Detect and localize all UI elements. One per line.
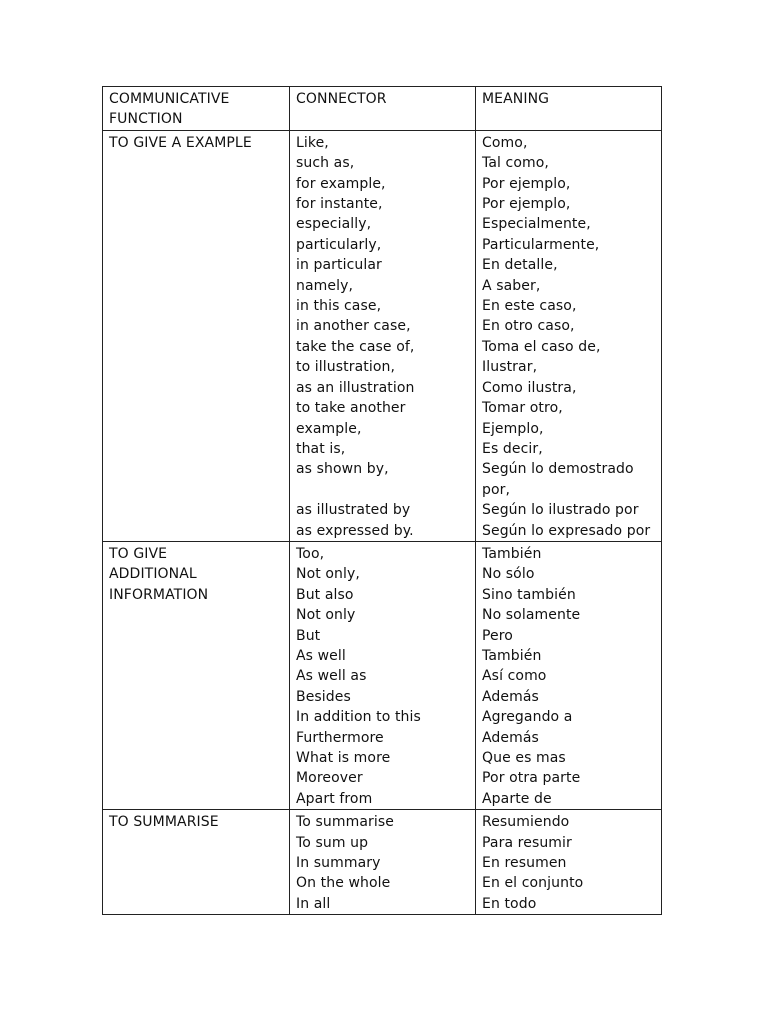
function-label-line: INFORMATION <box>109 586 209 603</box>
meaning-text: Además <box>482 688 539 705</box>
meaning-text: Especialmente, <box>482 216 591 233</box>
connector-text: as shown by, <box>296 461 389 478</box>
header-connector: CONNECTOR <box>290 87 476 131</box>
connector-text: namely, <box>296 277 354 294</box>
meaning-text: En resumen <box>482 855 567 872</box>
meaning-text: Que es mas <box>482 750 566 766</box>
meaning-text: Aparte de <box>482 790 552 807</box>
function-cell <box>103 541 290 809</box>
function-label-line: ADDITIONAL <box>109 566 197 583</box>
meaning-text: En otro caso, <box>482 318 575 335</box>
header-meaning: MEANING <box>476 87 662 131</box>
table-row <box>103 810 662 915</box>
meaning-text: No solamente <box>482 607 581 624</box>
connector-text: as expressed by. <box>296 522 414 539</box>
connector-text: example, <box>296 420 362 437</box>
connector-cell <box>290 810 476 915</box>
connector-text: Not only, <box>296 566 360 583</box>
connector-text: particularly, <box>296 236 382 253</box>
connector-text: Not only <box>296 607 356 624</box>
connector-text: that is, <box>296 440 346 457</box>
connector-text: in this case, <box>296 298 382 315</box>
connector-text: As well as <box>296 668 367 685</box>
meaning-text: Como ilustra, <box>482 379 577 396</box>
meaning-text: Resumiendo <box>482 814 570 831</box>
connector-text: to illustration, <box>296 359 396 376</box>
meaning-text: Según lo ilustrado por <box>482 502 639 519</box>
meaning-text: Por ejemplo, <box>482 175 571 192</box>
connector-text: What is more <box>296 750 391 766</box>
connector-text: to take another <box>296 400 406 417</box>
meaning-text: Ejemplo, <box>482 420 544 437</box>
meaning-text: Tomar otro, <box>482 400 563 417</box>
function-label: TO SUMMARISE <box>109 814 219 831</box>
meaning-text: Así como <box>482 668 547 685</box>
connector-text: But also <box>296 586 354 603</box>
connector-text: as an illustration <box>296 379 415 396</box>
meaning-text: Sino también <box>482 586 576 603</box>
meaning-text: Ilustrar, <box>482 359 538 376</box>
meaning-text: Es decir, <box>482 440 543 457</box>
table-header-row <box>103 87 662 131</box>
meaning-text: En detalle, <box>482 257 558 274</box>
connectors-table <box>102 86 662 915</box>
meaning-text: En todo <box>482 895 537 912</box>
connector-text: such as, <box>296 155 355 172</box>
meaning-text: En el conjunto <box>482 875 584 892</box>
meaning-text: Para resumir <box>482 834 572 851</box>
connector-text: take the case of, <box>296 338 415 355</box>
function-cell <box>103 130 290 541</box>
meaning-text: También <box>482 647 542 664</box>
meaning-text: Como, <box>482 134 528 151</box>
meaning-text: Según lo demostrado <box>482 461 634 478</box>
connector-text: for example, <box>296 175 386 192</box>
connector-text: in particular <box>296 257 382 274</box>
table-row <box>103 130 662 541</box>
connector-text: To summarise <box>296 814 394 831</box>
connector-text: Like, <box>296 134 329 151</box>
connector-text: as illustrated by <box>296 502 411 519</box>
function-label-line: TO GIVE <box>109 545 168 562</box>
meaning-text: Agregando a <box>482 709 573 726</box>
meaning-text: Particularmente, <box>482 236 600 253</box>
function-label: TO GIVE A EXAMPLE <box>109 134 252 151</box>
meaning-text: Según lo expresado por <box>482 522 651 539</box>
meaning-cell <box>476 810 662 915</box>
meaning-text: A saber, <box>482 277 541 294</box>
meaning-text: por, <box>482 481 511 498</box>
connector-text: Moreover <box>296 770 363 787</box>
meaning-text: Por ejemplo, <box>482 196 571 213</box>
meaning-text: También <box>482 545 542 562</box>
connector-text: in another case, <box>296 318 411 335</box>
connector-text: Furthermore <box>296 729 384 746</box>
connector-text: for instante, <box>296 196 383 213</box>
meaning-text: Por otra parte <box>482 770 581 787</box>
meaning-cell <box>476 541 662 809</box>
connector-text: In summary <box>296 855 381 872</box>
connector-text: As well <box>296 647 346 664</box>
header-communicative-function: COMMUNICATIVE FUNCTION <box>103 87 290 131</box>
connector-text: especially, <box>296 216 372 233</box>
connector-text: In all <box>296 895 331 912</box>
connector-text: On the whole <box>296 875 391 892</box>
connector-text: Apart from <box>296 790 373 807</box>
meaning-cell <box>476 130 662 541</box>
connector-text <box>296 480 469 500</box>
connector-text: But <box>296 627 321 644</box>
table-row <box>103 541 662 809</box>
meaning-text: En este caso, <box>482 298 577 315</box>
meaning-text: Pero <box>482 627 513 644</box>
connector-text: Besides <box>296 688 351 705</box>
connector-cell <box>290 130 476 541</box>
connector-text: To sum up <box>296 834 369 851</box>
meaning-text: Toma el caso de, <box>482 338 601 355</box>
function-cell <box>103 810 290 915</box>
connector-text: Too, <box>296 545 325 562</box>
meaning-text: Además <box>482 729 539 746</box>
connector-cell <box>290 541 476 809</box>
meaning-text: No sólo <box>482 566 535 583</box>
connector-text: In addition to this <box>296 709 421 726</box>
meaning-text: Tal como, <box>482 155 549 172</box>
